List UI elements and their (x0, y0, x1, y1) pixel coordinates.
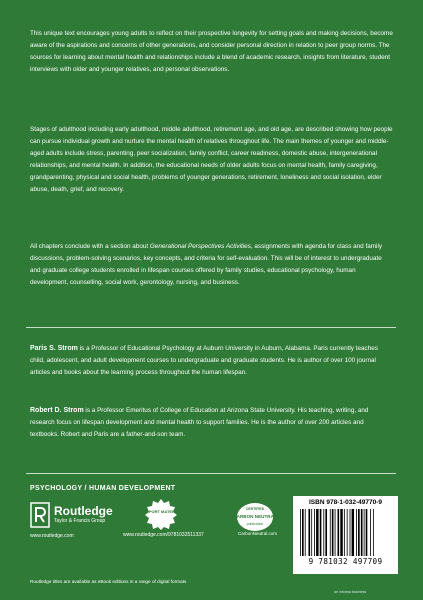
author-name-2: Robert D. Strom (30, 407, 84, 414)
barcode-bar (340, 509, 342, 556)
barcode-bar (356, 509, 357, 556)
publisher-group: Taylor & Francis Group (54, 518, 106, 524)
divider-bottom (26, 473, 396, 474)
barcode-bar (337, 509, 339, 556)
divider-top (26, 327, 396, 328)
barcode-bar (364, 509, 365, 556)
carbon-badge-main: CARBON NEUTRAL (233, 514, 277, 519)
barcode-bar (325, 509, 327, 556)
blurb-paragraph-1: This unique text encourages young adults to reflect on their prospective longevity for setting goals and making decisions, become aware of the aspirations and concerns of other generations, and consider personal direction in relation to peer group norms. The sources for learning about mental health and relationships include a blend of academic research, insights from literature, student interviews with older and younger relatives, and personal observations. (30, 30, 393, 73)
support-material-icon (140, 498, 182, 530)
barcode-bar (300, 509, 301, 556)
barcode-bar (358, 509, 360, 556)
carbon-badge-sub: publication (246, 522, 264, 526)
routledge-r-icon (30, 502, 50, 528)
blurb-3-start: All chapters conclude with a section about (30, 243, 150, 250)
barcode-bar (308, 509, 310, 556)
barcode-bar (311, 509, 312, 556)
barcode-bar (314, 509, 315, 556)
isbn-number: ISBN 978-1-032-49770-9 (309, 499, 382, 506)
publisher-url[interactable]: www.routledge.com (30, 533, 74, 539)
blurb-3-end: , assignments with agenda for class and family discussions, problem-solving scenarios, key concepts, and criteria for self-evaluation. This will be of interest to undergraduate and graduate college students enrolled in lifespan courses offered by family studies, educational psychology, human development, counselling, social work, gerontology, nursing, and business. (30, 243, 383, 286)
author-text-2: is a Professor Emeritus of College of Education at Arizona State University. His teaching, writing, and research focus on lifespan development and mental health to support families. He is the author of over 200 articles and textbooks. Robert and Paris are a father-and-son team. (30, 407, 369, 438)
carbon-neutral-icon (233, 502, 277, 532)
barcode-bar (320, 509, 322, 556)
activities-title: Generational Perspectives Activities (149, 243, 251, 250)
barcode-bar (350, 509, 351, 556)
isbn-barcode (293, 496, 398, 574)
book-url[interactable]: www.routledge.com/9781032511337 (123, 532, 204, 538)
barcode-bar (373, 509, 374, 556)
author-bio-1 (30, 343, 394, 379)
subject-category: PSYCHOLOGY / HUMAN DEVELOPMENT (30, 485, 176, 492)
author-name-1: Paris S. Strom (30, 345, 78, 352)
barcode-bar (323, 509, 324, 556)
barcode-digits: 9 781032 497709 (308, 557, 383, 566)
barcode-bar (347, 509, 348, 556)
barcode-bar (344, 509, 345, 556)
barcode-bar (335, 509, 336, 556)
barcode-bar (302, 509, 304, 556)
author-text-1: is a Professor of Educational Psychology at Auburn University in Auburn, Alabama. Paris currently teaches child, adolescent, and adult development courses to undergraduate and graduate students. He is author of over 100 journal articles and books about the learning process throughout the human lifespan. (30, 345, 378, 376)
barcode-bar (305, 509, 306, 556)
blurb-paragraph-2: Stages of adulthood including early adulthood, middle adulthood, retirement age, and old age, are described showing how people can pursue individual growth and nurture the mental health of relatives throughout life. The main themes of younger and middle-aged adults include stress, parenting, peer socialization, family conflict, career readiness, domestic abuse, intergenerational relationships, and mental health. In addition, the educational needs of older adults focus on mental health, family caregiving, grandparenting, physical and social health, problems of younger generations, retirement, loneliness and social isolation, elder abuse, death, grief, and recovery. (30, 126, 393, 193)
barcode-bar (361, 509, 363, 556)
carbon-badge-top: CERTIFIED (245, 507, 265, 511)
barcode-bar (330, 509, 331, 556)
ebook-note: Routledge titles are available as eBook editions in a range of digital formats (30, 579, 187, 584)
barcode-bar (370, 509, 371, 556)
publisher-name: Routledge (54, 504, 113, 518)
informa-business-note: an informa business (334, 590, 367, 594)
author-bio-2 (30, 405, 394, 441)
barcode-bar (352, 509, 354, 556)
support-badge-text: SUPPORT MATERIAL (140, 509, 182, 514)
barcode-bar (332, 509, 334, 556)
carbon-neutral-url[interactable]: CarbonNeutral.com (238, 531, 278, 536)
barcode-bar (316, 509, 318, 556)
barcode-bar (366, 509, 368, 556)
blurb-paragraph-3 (30, 241, 394, 289)
barcode-icon (299, 509, 392, 556)
